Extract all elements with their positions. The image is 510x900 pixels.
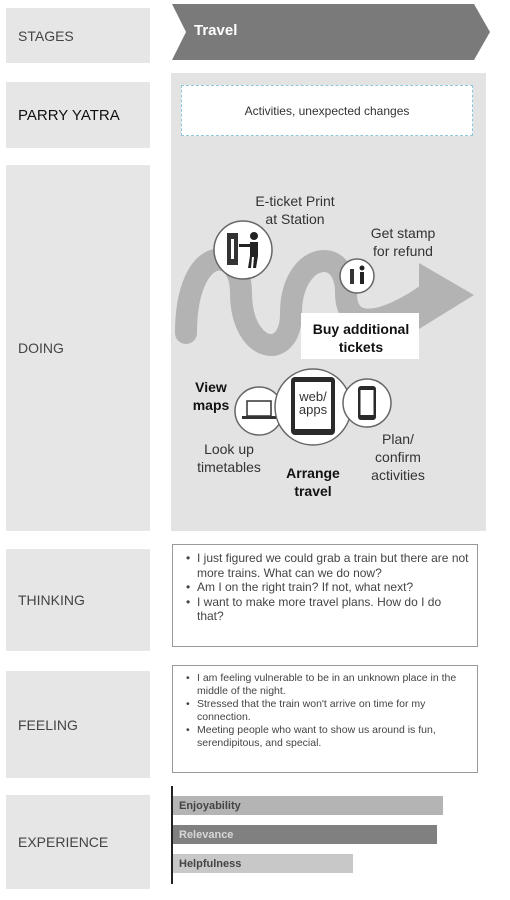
lookup-label: Look up timetables	[197, 441, 261, 475]
feeling-item: • Stressed that the train won't arrive on time for my connection.	[195, 698, 469, 724]
stage-title: Travel	[194, 22, 238, 39]
experience-bar-relevance: Relevance	[173, 825, 437, 844]
thinking-item: • Am I on the right train? If not, what next?	[195, 580, 469, 595]
row-label-stages: STAGES	[6, 8, 150, 63]
thinking-item: • I want to make more travel plans. How do I do that?	[195, 595, 469, 624]
feeling-item: • Meeting people who want to show us around is fun, serendipitous, and special.	[195, 724, 469, 750]
buy-tickets-label: Buy additional tickets	[312, 321, 410, 355]
phone-icon	[343, 379, 391, 427]
experience-bar-enjoyability: Enjoyability	[173, 796, 443, 815]
stamp-label: Get stamp for refund	[370, 225, 436, 259]
ticket-machine-icon	[214, 221, 272, 279]
arrange-travel-label: Arrange travel	[286, 465, 340, 499]
thinking-box	[172, 544, 478, 647]
plan-activities-label: Plan/ confirm activities	[371, 431, 425, 483]
eticket-label: E-ticket Print at Station	[255, 193, 335, 227]
journey-arrowhead	[419, 263, 474, 329]
row-label-persona: PARRY YATRA	[6, 82, 150, 148]
experience-bar-helpfulness: Helpfulness	[173, 854, 353, 873]
stamp-refund-icon	[340, 259, 374, 293]
feeling-box	[172, 665, 478, 773]
web-apps-label: web/ apps	[298, 389, 328, 417]
thinking-item: • I just figured we could grab a train but there are not more trains. What can we do now?	[195, 551, 469, 580]
row-label-thinking: THINKING	[6, 549, 150, 651]
feeling-item: • I am feeling vulnerable to be in an unknown place in the middle of the night.	[195, 672, 469, 698]
activities-header: Activities, unexpected changes	[181, 85, 473, 136]
row-label-feeling: FEELING	[6, 671, 150, 778]
view-maps-label: View maps	[192, 379, 230, 413]
row-label-doing: DOING	[6, 165, 150, 531]
row-label-experience: EXPERIENCE	[6, 795, 150, 889]
